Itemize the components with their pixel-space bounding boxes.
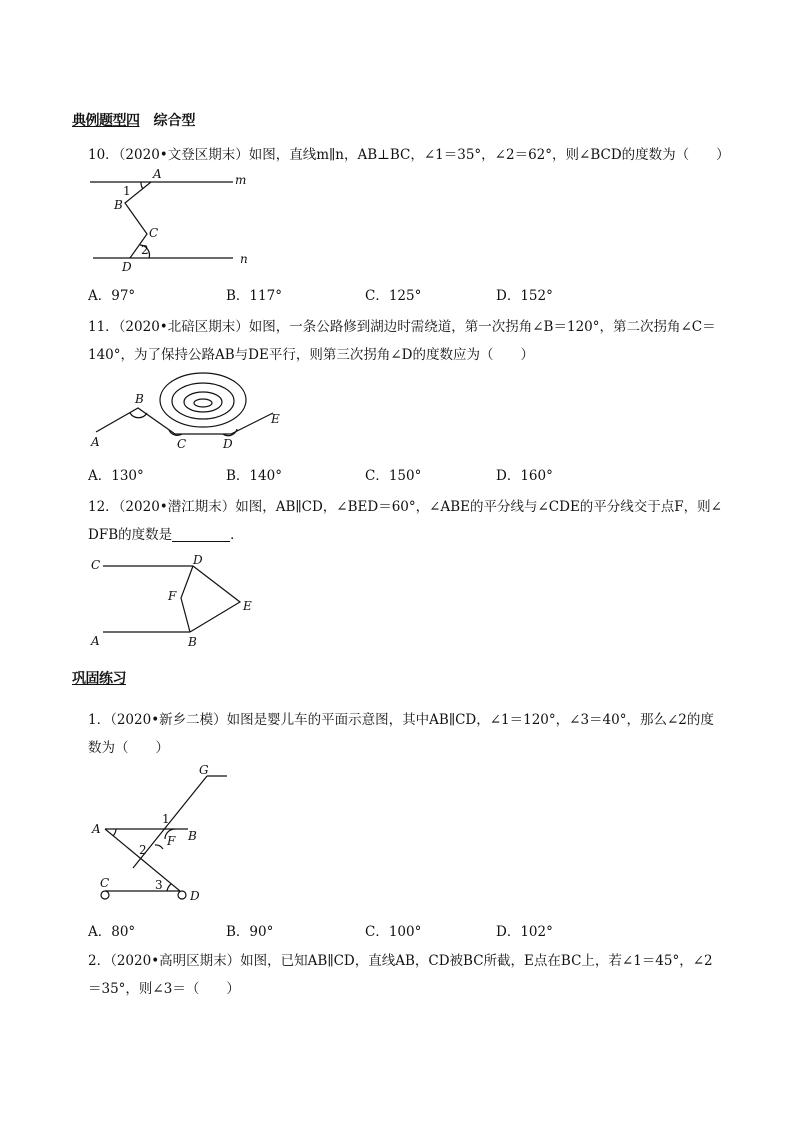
question-11-line-1: 11．（2020•北碚区期末）如图，一条公路修到湖边时需绕道，第一次拐角∠B＝120°，第二次拐角∠C＝ [88,319,716,335]
label-f: F [167,834,176,848]
label-b: B [188,829,197,843]
question-10-figure [85,165,270,275]
label-d: D [193,553,203,567]
label-b: B [114,198,123,212]
question-11-figure [85,368,290,453]
question-12-line-1: 12．（2020•潜江期末）如图，AB∥CD，∠BED＝60°，∠ABE的平分线与∠CDE的平分线交于点F，则∠ [88,499,722,515]
question-10-text: 10．（2020•文登区期末）如图，直线m∥n，AB⊥BC，∠1＝35°，∠2＝62°，则∠BCD的度数为（ ） [88,147,730,163]
lake-contour-middle [172,383,234,419]
practice-tag: 巩固练习 [72,671,126,687]
label-m: m [235,173,247,187]
label-angle-2: 2 [139,843,147,857]
label-a: A [91,435,100,449]
question-12-line-2-suffix: ． [230,527,244,543]
label-angle-1: 1 [123,184,131,198]
practice-2-line-2: ＝35°，则∠3＝（ ） [88,981,240,997]
section-title: 综合型 [153,113,196,129]
practice-1-line-2: 数为（ ） [88,740,169,756]
label-g: G [199,763,209,777]
path-deb [190,566,240,632]
label-angle-3: 3 [155,878,163,892]
section-tag: 典例题型四 [72,113,140,129]
q11-option-d[interactable]: D．160° [496,468,553,484]
practice-1-line-1: 1．（2020•新乡二模）如图是婴儿车的平面示意图，其中AB∥CD，∠1＝120°，∠3＝40°，那么∠2的度 [88,712,714,728]
p1-option-b[interactable]: B．90° [226,924,274,940]
angle-b-arc [130,413,147,418]
label-b: B [188,635,197,649]
lake-contour-inner [184,392,222,412]
lake-contour-core [194,399,212,407]
label-b: B [135,392,144,406]
p1-option-a[interactable]: A．80° [88,924,136,940]
practice-1-figure [85,760,245,910]
q10-option-d[interactable]: D．152° [496,288,553,304]
answer-blank[interactable] [172,527,230,542]
p1-option-c[interactable]: C．100° [365,924,422,940]
question-11-options [88,464,708,484]
label-d: D [190,889,200,903]
label-e: E [243,599,252,613]
path-dfb [181,566,193,632]
angle-d-arc [223,429,237,436]
practice-1-options [88,920,708,940]
label-e: E [271,412,280,426]
label-n: n [240,252,248,266]
question-12-line-2 [88,525,244,545]
section-heading [72,110,196,130]
q10-option-b[interactable]: B．117° [226,288,282,304]
label-a: A [91,634,100,648]
label-a: A [92,822,101,836]
label-c: C [149,226,159,240]
question-11-line-2: 140°，为了保持公路AB与DE平行，则第三次拐角∠D的度数应为（ ） [88,347,535,363]
p1-option-d[interactable]: D．102° [496,924,553,940]
wheel-d [178,891,186,899]
angle-1-arc [141,182,143,189]
label-d: D [122,260,132,274]
label-angle-2: 2 [141,243,149,257]
label-f: F [168,589,177,603]
label-a: A [153,167,162,181]
q11-option-c[interactable]: C．150° [365,468,422,484]
label-c: C [177,437,187,451]
label-c: C [91,558,101,572]
label-c: C [100,876,110,890]
q10-option-a[interactable]: A．97° [88,288,136,304]
question-12-line-2-prefix: DFB的度数是 [88,527,173,543]
q11-option-a[interactable]: A．130° [88,468,144,484]
q11-option-b[interactable]: B．140° [226,468,282,484]
angle-2-arc [155,845,163,849]
label-angle-1: 1 [162,812,170,826]
practice-heading [72,668,126,688]
question-10-options [88,284,708,304]
angle-a-arc [113,829,116,836]
road-abcde [96,408,273,434]
angle-3-arc [167,884,171,891]
label-d: D [223,437,233,451]
wheel-c [101,891,109,899]
q10-option-c[interactable]: C．125° [365,288,422,304]
question-12-figure [85,552,270,652]
practice-2-line-1: 2．（2020•高明区期末）如图，已知AB∥CD，直线AB，CD被BC所截，E点在BC上，若∠1＝45°，∠2 [88,953,713,969]
